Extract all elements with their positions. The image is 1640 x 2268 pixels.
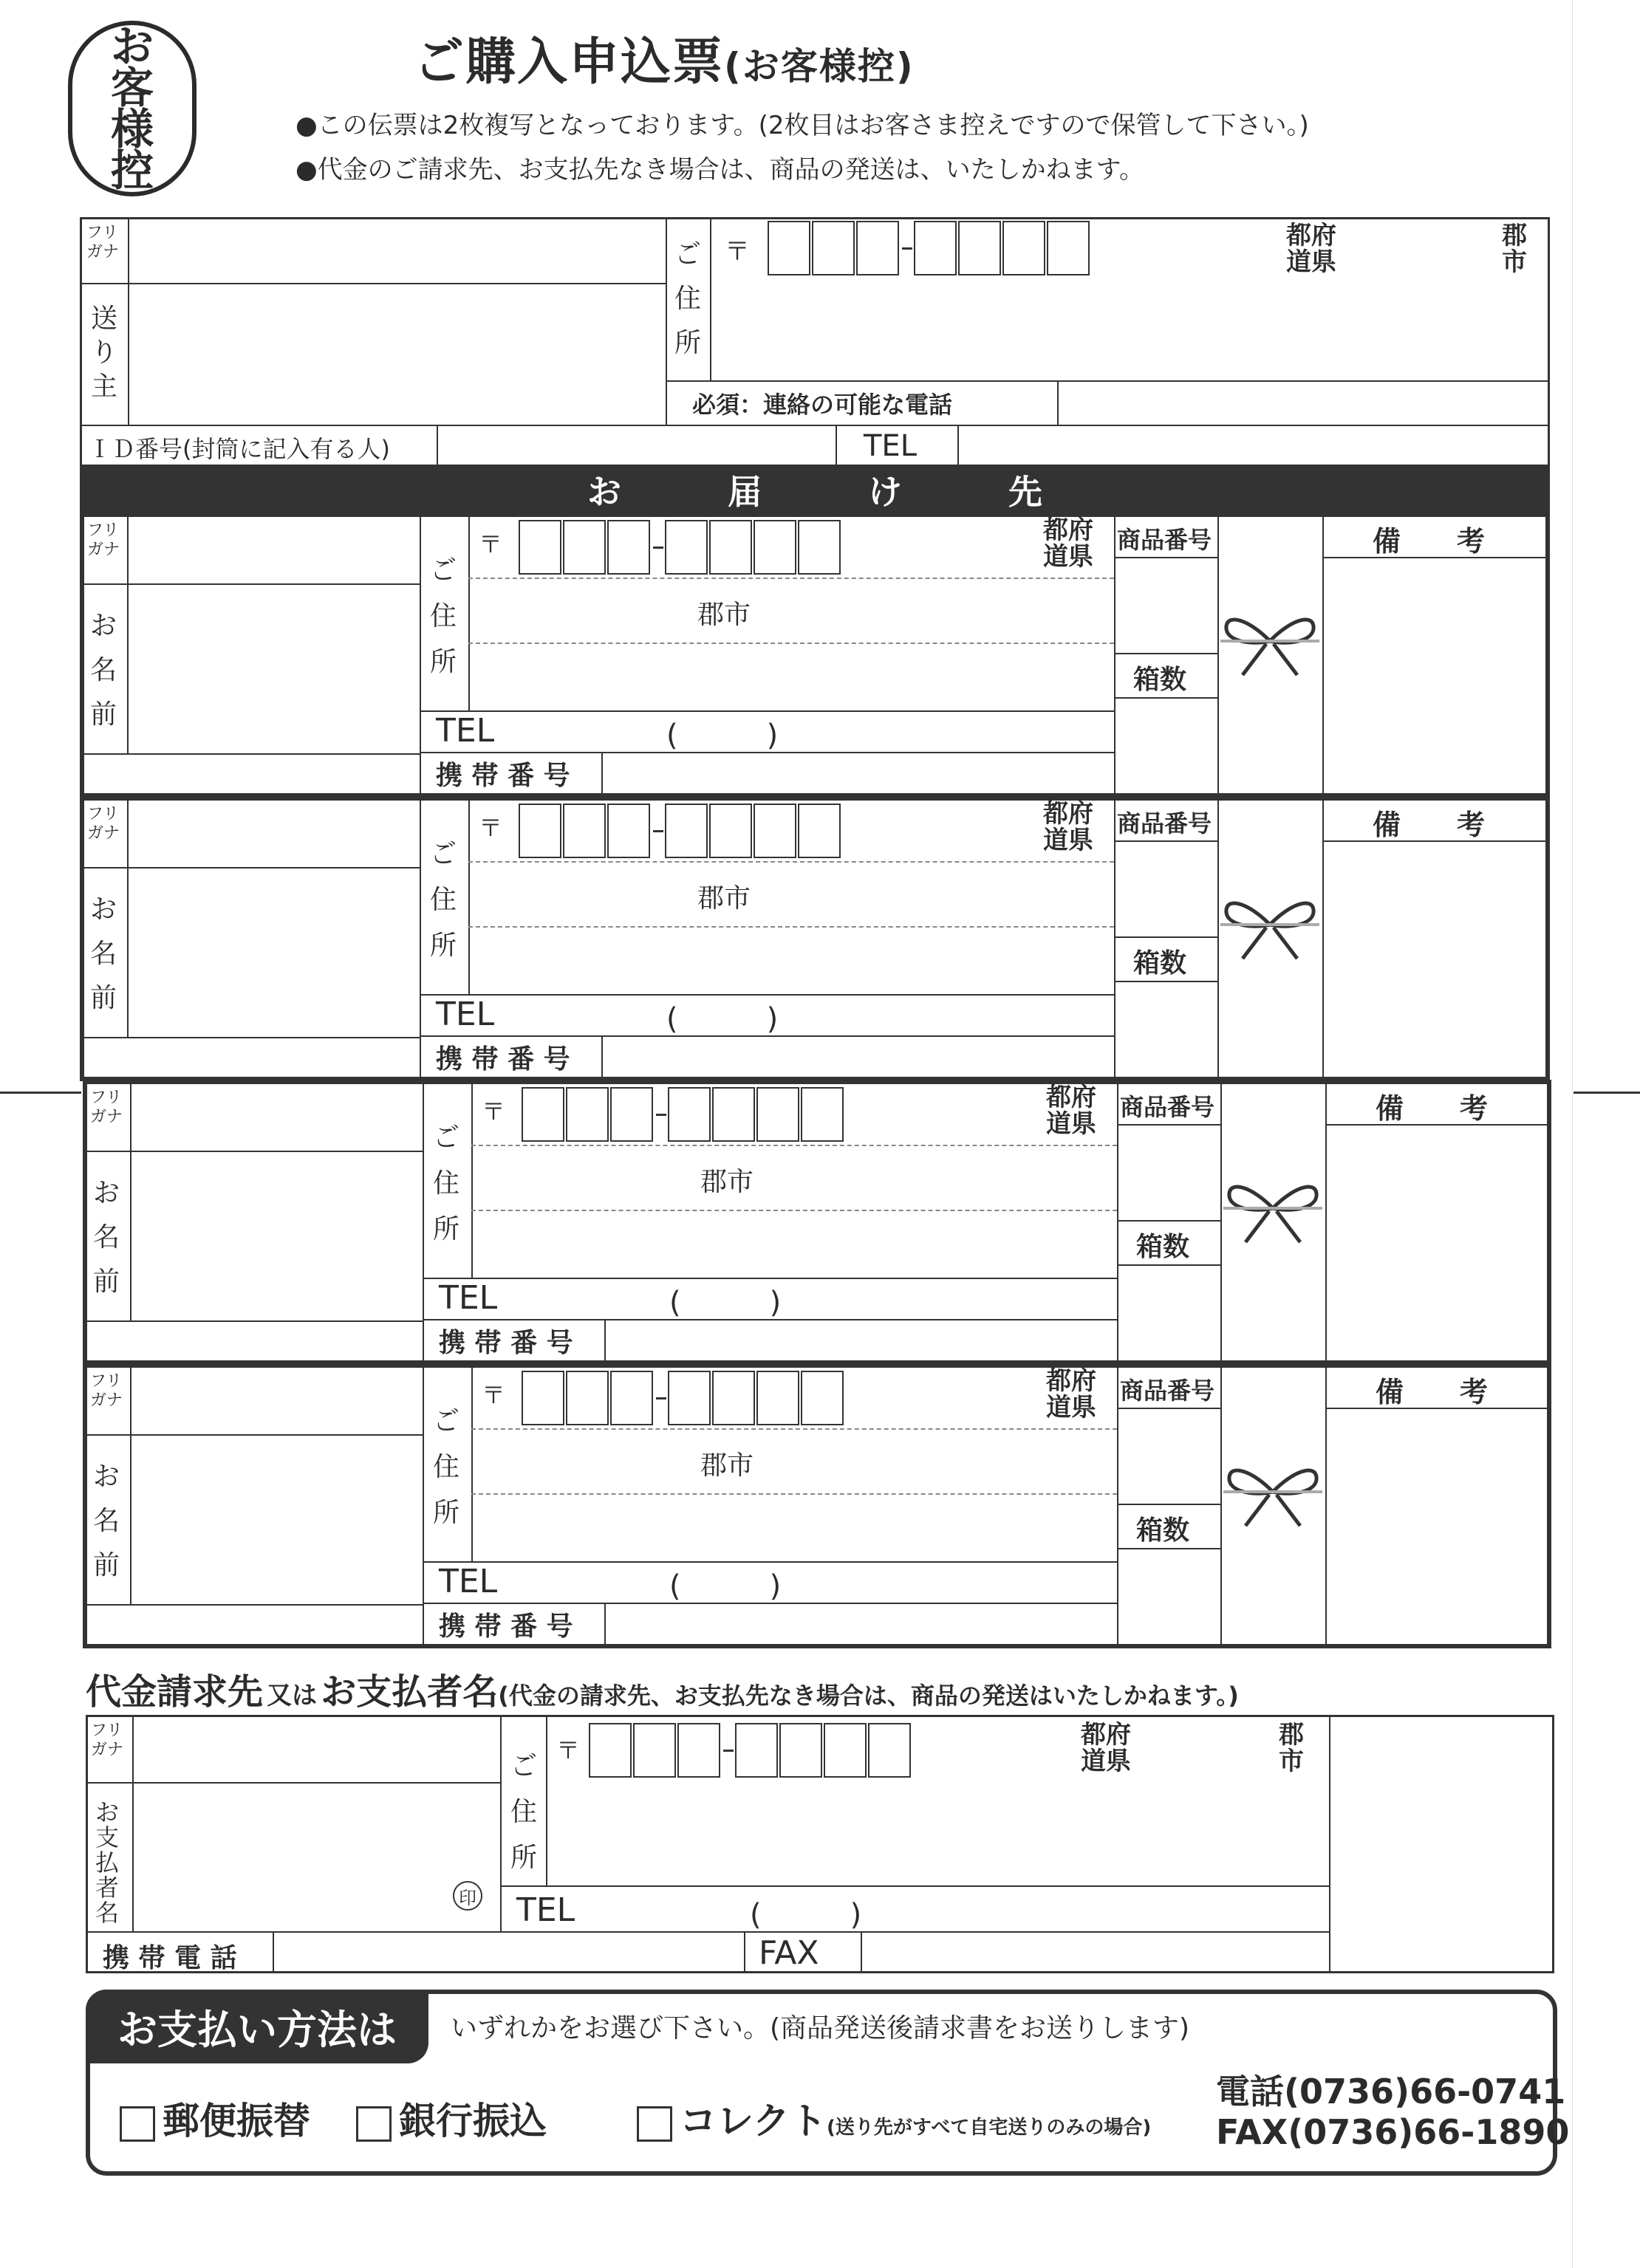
sender-name-label: 送 り 主 — [91, 304, 118, 402]
delivery-mobile-label: 携 帯 番 号 — [439, 1328, 573, 1358]
delivery-postal-mark: 〒 — [479, 814, 503, 842]
delivery-product-number-label: 商品番号 — [1120, 1377, 1215, 1405]
delivery-2-product-number-field[interactable] — [1117, 843, 1214, 933]
bank-transfer-checkbox[interactable] — [356, 2106, 392, 2142]
delivery-postal-mark: 〒 — [479, 530, 503, 558]
delivery-prefecture-label: 都府 道県 — [1046, 1083, 1096, 1139]
delivery-furigana-label: フリ ガナ — [90, 1372, 123, 1410]
delivery-2-name-field[interactable] — [130, 870, 417, 1034]
delivery-box-count-label: 箱数 — [1136, 1515, 1190, 1546]
sender-phone-field[interactable] — [1060, 383, 1545, 422]
delivery-1-mobile-field[interactable] — [606, 755, 1111, 792]
delivery-furigana-label: フリ ガナ — [87, 805, 120, 843]
customer-copy-stamp: お 客 様 控 — [68, 21, 197, 196]
delivery-tel-label: TEL — [439, 1279, 498, 1317]
billing-heading: 代金請求先 又は お支払者名(代金の請求先、お支払先なき場合は、商品の発送はいたしかねます。) — [86, 1671, 1239, 1713]
delivery-prefecture-label: 都府 道県 — [1046, 1366, 1096, 1422]
gift-ribbon-icon — [1223, 1173, 1322, 1247]
billing-fax-field[interactable] — [864, 1934, 1326, 1971]
delivery-block-4 — [83, 1363, 1551, 1648]
delivery-prefecture-label: 都府 道県 — [1043, 515, 1093, 572]
delivery-3-furigana-field[interactable] — [133, 1086, 420, 1149]
payment-method-label-box — [86, 1990, 428, 2063]
delivery-product-number-label: 商品番号 — [1120, 1093, 1215, 1121]
contact-fax: FAX(0736)66-1890 — [1216, 2112, 1570, 2152]
sender-furigana-label: フリ ガナ — [86, 224, 120, 261]
gift-ribbon-icon — [1220, 606, 1319, 679]
sender-prefecture-label: 都府 道県 — [1286, 221, 1336, 277]
delivery-4-product-number-field[interactable] — [1120, 1411, 1217, 1501]
delivery-city-label: 郡市 — [700, 1450, 754, 1481]
collect-note: (送り先がすべて自宅送りのみの場合) — [827, 2117, 1152, 2139]
delivery-tel-paren: ( ) — [669, 1286, 782, 1320]
delivery-3-name-field[interactable] — [133, 1154, 420, 1318]
delivery-product-number-label: 商品番号 — [1117, 809, 1212, 837]
delivery-1-address-field[interactable] — [471, 645, 1111, 708]
delivery-tel-label: TEL — [436, 712, 495, 750]
delivery-1-remarks-field[interactable] — [1325, 560, 1542, 793]
delivery-address-label: ご 住 所 — [430, 839, 457, 961]
sender-id-label: ＩＤ番号(封筒に記入有る人) — [88, 435, 390, 463]
delivery-3-tel-field[interactable] — [560, 1281, 1114, 1316]
delivery-tel-paren: ( ) — [669, 1569, 782, 1603]
sender-tel-label: TEL — [864, 429, 917, 463]
delivery-name-label: お 名 前 — [93, 1462, 120, 1580]
billing-postal-code-boxes[interactable] — [589, 1723, 912, 1778]
delivery-remarks-label: 備 考 — [1373, 809, 1486, 841]
billing-furigana-field[interactable] — [135, 1719, 497, 1781]
delivery-2-mobile-field[interactable] — [606, 1038, 1111, 1075]
postal-transfer-option[interactable]: 郵便振替 — [120, 2091, 310, 2145]
payment-instruction: いずれかをお選び下さい。(商品発送後請求書をお送りします) — [451, 2013, 1190, 2043]
delivery-box-count-label: 箱数 — [1133, 948, 1187, 979]
delivery-1-tel-field[interactable] — [557, 713, 1111, 749]
delivery-3-remarks-field[interactable] — [1328, 1127, 1544, 1360]
delivery-3-mobile-field[interactable] — [609, 1322, 1114, 1359]
bank-transfer-option[interactable]: 銀行振込 — [356, 2091, 547, 2145]
delivery-box-count-label: 箱数 — [1133, 665, 1187, 695]
postal-transfer-checkbox[interactable] — [120, 2106, 155, 2142]
delivery-1-box-count-field[interactable] — [1117, 700, 1214, 792]
collect-checkbox[interactable] — [637, 2106, 672, 2142]
delivery-2-tel-field[interactable] — [557, 997, 1111, 1032]
delivery-remarks-label: 備 考 — [1373, 525, 1486, 558]
billing-prefecture-label: 都府 道県 — [1081, 1720, 1131, 1776]
sender-address-label: ご 住 所 — [674, 239, 702, 358]
delivery-address-label: ご 住 所 — [433, 1406, 460, 1528]
delivery-name-label: お 名 前 — [90, 611, 117, 730]
delivery-box-count-label: 箱数 — [1136, 1232, 1190, 1262]
collect-option[interactable]: コレクト(送り先がすべて自宅送りのみの場合) — [637, 2091, 1151, 2145]
delivery-1-postal-code-boxes[interactable] — [519, 520, 842, 575]
delivery-furigana-label: フリ ガナ — [87, 521, 120, 559]
billing-furigana-label: フリ ガナ — [91, 1721, 124, 1759]
delivery-city-label: 郡市 — [697, 600, 751, 630]
billing-mobile-label: 携 帯 電 話 — [103, 1943, 237, 1973]
delivery-furigana-label: フリ ガナ — [90, 1089, 123, 1126]
delivery-remarks-label: 備 考 — [1376, 1092, 1489, 1125]
billing-address-field[interactable] — [549, 1788, 1326, 1882]
sender-postal-mark: 〒 — [725, 237, 750, 267]
delivery-2-furigana-field[interactable] — [130, 802, 417, 866]
delivery-1-product-number-field[interactable] — [1117, 560, 1214, 650]
delivery-2-box-count-field[interactable] — [1117, 984, 1214, 1075]
delivery-mobile-label: 携 帯 番 号 — [436, 1044, 570, 1075]
gift-ribbon-icon — [1223, 1456, 1322, 1530]
delivery-tel-paren: ( ) — [666, 719, 779, 753]
delivery-3-postal-code-boxes[interactable] — [522, 1087, 845, 1142]
delivery-address-label: ご 住 所 — [433, 1123, 460, 1244]
delivery-block-2 — [80, 796, 1550, 1081]
delivery-1-furigana-field[interactable] — [130, 518, 417, 582]
billing-tel-field[interactable] — [635, 1890, 1326, 1928]
billing-note: (代金の請求先、お支払先なき場合は、商品の発送はいたしかねます。) — [498, 1682, 1239, 1710]
delivery-tel-label: TEL — [436, 996, 495, 1033]
delivery-tel-label: TEL — [439, 1563, 498, 1600]
sender-section — [80, 217, 1550, 467]
page-title: ご購入申込票(お客様控) — [414, 33, 915, 92]
billing-tel-paren: ( ) — [750, 1898, 862, 1932]
delivery-postal-mark: 〒 — [482, 1097, 506, 1126]
delivery-prefecture-label: 都府 道県 — [1043, 799, 1093, 855]
sender-address-field[interactable] — [714, 283, 1545, 377]
sender-id-field[interactable] — [440, 428, 831, 465]
seal-mark: 印 — [453, 1881, 482, 1911]
sender-city-label: 郡 市 — [1502, 221, 1527, 277]
delivery-2-address-field[interactable] — [471, 929, 1111, 991]
delivery-remarks-label: 備 考 — [1376, 1376, 1489, 1408]
delivery-4-postal-code-boxes[interactable] — [522, 1371, 845, 1425]
billing-extra-field[interactable] — [1332, 1719, 1552, 1971]
gift-ribbon-icon — [1220, 889, 1319, 963]
delivery-4-name-field[interactable] — [133, 1437, 420, 1601]
delivery-name-label: お 名 前 — [90, 894, 117, 1013]
delivery-tel-paren: ( ) — [666, 1002, 779, 1036]
payment-method-label: お支払い方法は — [117, 2006, 397, 2053]
delivery-1-name-field[interactable] — [130, 586, 417, 750]
delivery-block-1 — [80, 513, 1550, 798]
billing-mobile-field[interactable] — [276, 1934, 741, 1971]
fold-mark-left — [0, 1092, 81, 1094]
delivery-postal-mark: 〒 — [482, 1381, 506, 1409]
fold-mark-right — [1574, 1092, 1640, 1094]
delivery-city-label: 郡市 — [700, 1167, 754, 1197]
delivery-name-label: お 名 前 — [93, 1178, 120, 1297]
sender-name-field[interactable] — [129, 286, 663, 423]
note-carbon-copy: ●この伝票は2枚複写となっております。(2枚目はお客さま控えですので保管して下さい。) — [295, 111, 1309, 140]
delivery-header: お 届 け 先 — [80, 465, 1550, 514]
sender-required-phone-label: 必須：連絡の可能な電話 — [692, 391, 953, 419]
contact-phone: 電話(0736)66-0741 — [1216, 2072, 1566, 2111]
delivery-3-address-field[interactable] — [474, 1213, 1114, 1275]
billing-fax-label: FAX — [759, 1934, 819, 1972]
delivery-block-3 — [83, 1080, 1551, 1365]
sender-postal-code-boxes[interactable] — [768, 221, 1091, 275]
billing-city-label: 郡 市 — [1279, 1720, 1304, 1776]
billing-payer-name-field[interactable] — [135, 1785, 497, 1928]
delivery-4-furigana-field[interactable] — [133, 1369, 420, 1433]
delivery-3-product-number-field[interactable] — [1120, 1127, 1217, 1217]
billing-tel-label: TEL — [516, 1891, 575, 1929]
billing-postal-mark: 〒 — [556, 1736, 581, 1764]
delivery-4-box-count-field[interactable] — [1120, 1551, 1217, 1642]
delivery-4-mobile-field[interactable] — [609, 1606, 1114, 1642]
delivery-mobile-label: 携 帯 番 号 — [439, 1611, 573, 1642]
delivery-city-label: 郡市 — [697, 883, 751, 914]
page-subtitle: (お客様控) — [724, 45, 915, 88]
billing-payer-name-label: お 支 払 者 名 — [95, 1798, 120, 1927]
delivery-2-remarks-field[interactable] — [1325, 843, 1542, 1077]
delivery-product-number-label: 商品番号 — [1117, 526, 1212, 554]
delivery-4-tel-field[interactable] — [560, 1564, 1114, 1600]
delivery-mobile-label: 携 帯 番 号 — [436, 761, 570, 791]
note-billing-required: ●代金のご請求先、お支払先なき場合は、商品の発送は、いたしかねます。 — [295, 155, 1144, 185]
billing-address-label: ご 住 所 — [510, 1751, 538, 1873]
delivery-4-address-field[interactable] — [474, 1496, 1114, 1558]
delivery-3-box-count-field[interactable] — [1120, 1267, 1217, 1359]
delivery-address-label: ご 住 所 — [430, 555, 457, 677]
delivery-4-remarks-field[interactable] — [1328, 1411, 1544, 1644]
page-edge — [1572, 0, 1573, 2268]
sender-tel-field[interactable] — [961, 428, 1545, 465]
payment-section — [86, 1990, 1570, 2176]
delivery-2-postal-code-boxes[interactable] — [519, 804, 842, 858]
sender-furigana-field[interactable] — [129, 221, 663, 281]
billing-section — [86, 1715, 1554, 1973]
